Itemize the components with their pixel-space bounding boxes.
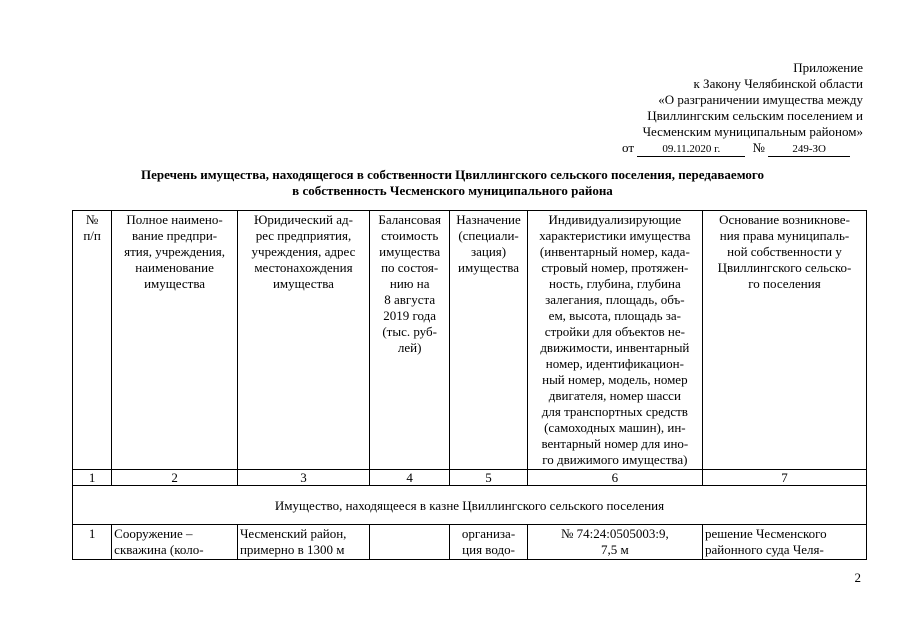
header-cell-address: Юридический ад- рес предприятия, учреждения, адрес местонахождения имущества	[237, 211, 369, 470]
law-date-number	[622, 140, 850, 157]
title-line-1: Перечень имущества, находящегося в собственности Цвиллингского сельского поселения, передаваемого	[141, 167, 764, 182]
column-number: 2	[112, 470, 238, 486]
table-header-row	[73, 211, 867, 470]
law-number: 249-ЗО	[768, 143, 850, 157]
document-title	[0, 167, 905, 199]
page-number: 2	[854, 570, 861, 585]
header-cell-characteristics: Индивидуализирующие характеристики имущества (инвентарный номер, када- стровый номер, протяжен- ность, глубина, глубина залегания, площадь, объ- ем, высота, площадь за- стройки для объектов не- движимости, инвентарный номер, идентификацион- ный номер, модель, номер двигателя, номер шасси для транспортных средств (самоходных машин), ин- вентарный номер для ино- го движимого имущества)	[527, 211, 702, 470]
property-table	[72, 210, 867, 560]
appendix-line: «О разграничении имущества между	[658, 92, 863, 107]
section-title: Имущество, находящееся в казне Цвиллингского сельского поселения	[73, 486, 867, 525]
column-number: 7	[703, 470, 867, 486]
title-line-2: в собственность Чесменского муниципального района	[292, 183, 613, 198]
column-number: 5	[450, 470, 527, 486]
appendix-line: Чесменским муниципальным районом»	[642, 124, 863, 139]
table-row	[73, 525, 867, 560]
row-basis: решение Чесменского районного суда Челя-	[703, 525, 867, 560]
section-row	[73, 486, 867, 525]
header-cell-value: Балансовая стоимость имущества по состоя- нию на 8 августа 2019 года (тыс. руб- лей)	[369, 211, 449, 470]
appendix-line: Приложение	[793, 60, 863, 75]
row-purpose: организа- ция водо-	[450, 525, 527, 560]
header-cell-basis: Основание возникнове- ния права муниципаль- ной собственности у Цвиллингского сельско- го поселения	[703, 211, 867, 470]
column-number: 4	[369, 470, 449, 486]
number-label: №	[752, 140, 765, 155]
row-value	[369, 525, 449, 560]
row-name: Сооружение – скважина (коло-	[112, 525, 238, 560]
column-number: 6	[527, 470, 702, 486]
header-cell-number: № п/п	[73, 211, 112, 470]
header-cell-purpose: Назначение (специали- зация) имущества	[450, 211, 527, 470]
law-date: 09.11.2020 г.	[637, 143, 745, 157]
row-characteristics: № 74:24:0505003:9, 7,5 м	[527, 525, 702, 560]
header-cell-name: Полное наимено- вание предпри- ятия, учреждения, наименование имущества	[112, 211, 238, 470]
from-label: от	[622, 140, 635, 155]
row-address: Чесменский район, примерно в 1300 м	[237, 525, 369, 560]
appendix-header	[563, 60, 863, 140]
column-number-row	[73, 470, 867, 486]
column-number: 3	[237, 470, 369, 486]
column-number: 1	[73, 470, 112, 486]
appendix-line: к Закону Челябинской области	[693, 76, 863, 91]
appendix-line: Цвиллингским сельским поселением и	[647, 108, 863, 123]
row-number: 1	[73, 525, 112, 560]
